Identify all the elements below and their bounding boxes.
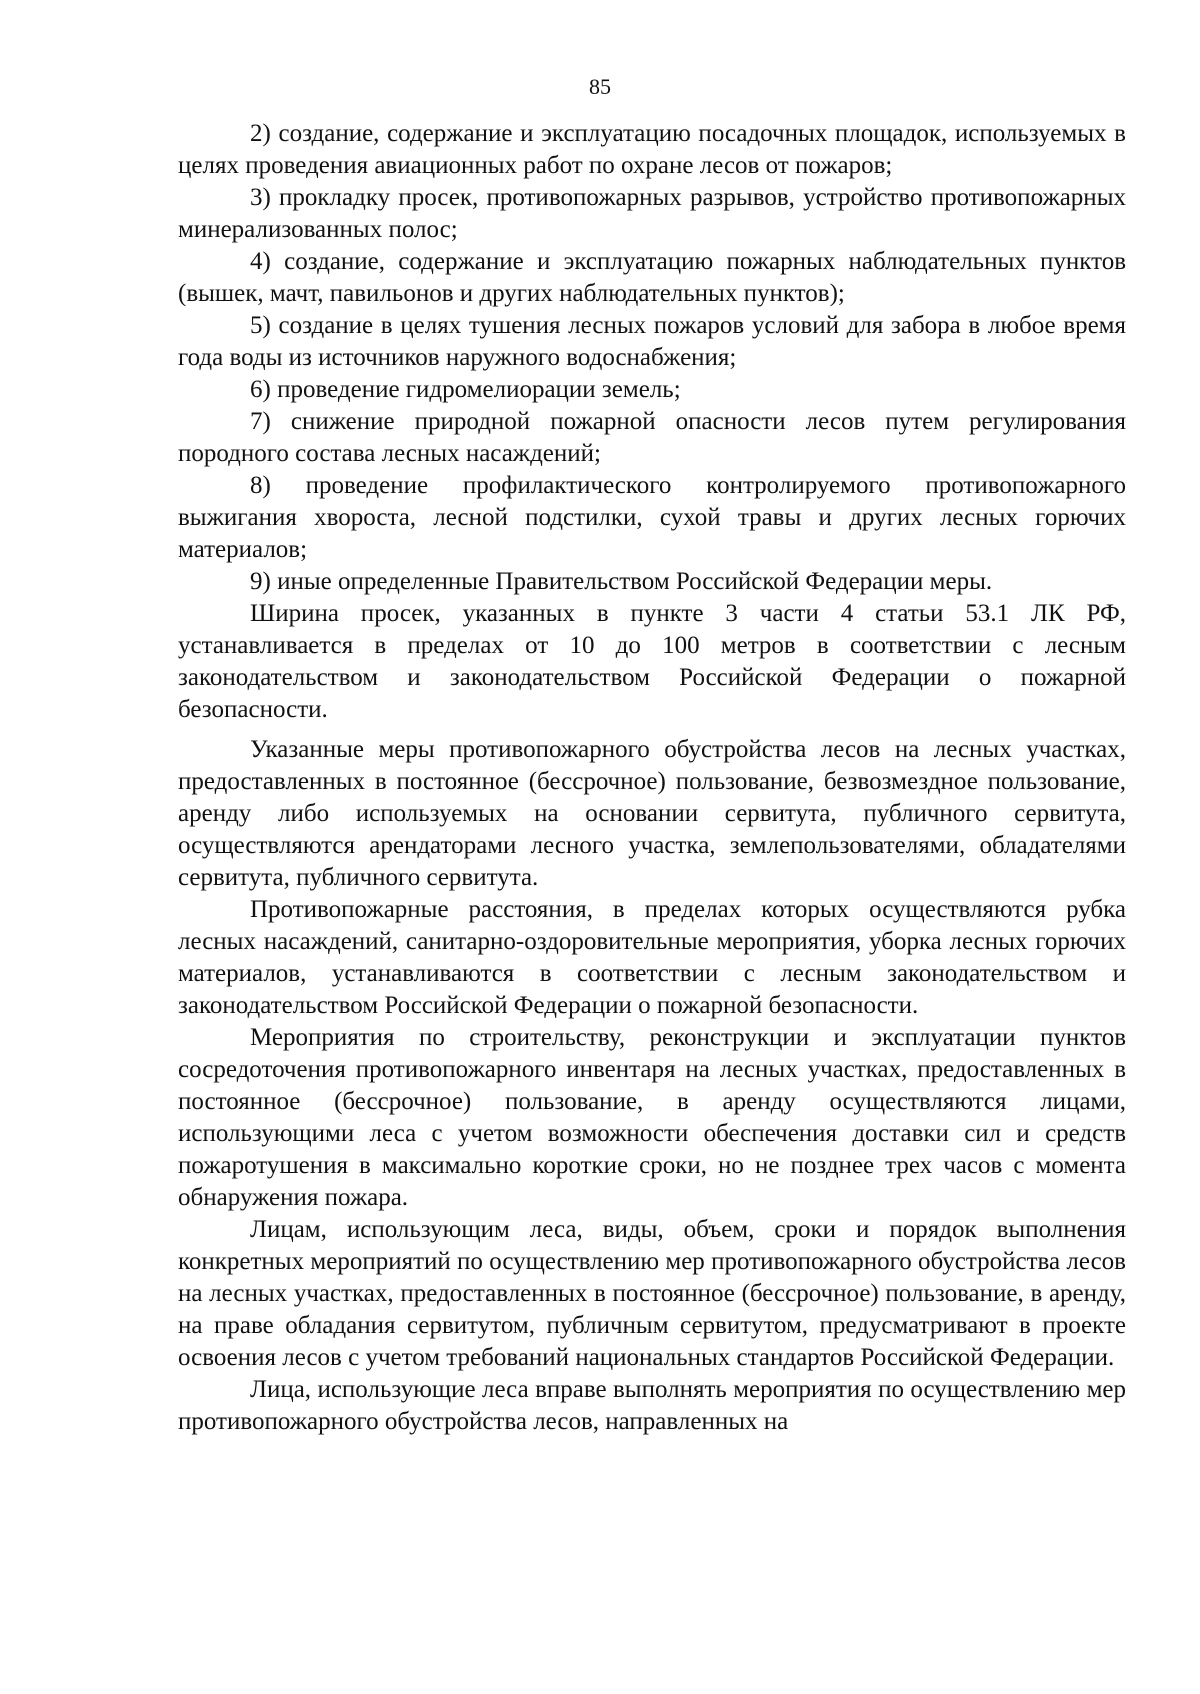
paragraph-item-7: 7) снижение природной пожарной опасности лесов путем регулирования породного состава лесных насаждений; — [178, 408, 1126, 467]
paragraph-clearing-width: Ширина просек, указанных в пункте 3 части 4 статьи 53.1 ЛК РФ, устанавливается в пределах от 10 до 100 метров в соответствии с лесным законодательством и законодательством Российской Федерации о пожарной безопасности. — [178, 600, 1126, 723]
page-number: 85 — [589, 74, 611, 99]
paragraph-inventory-points: Мероприятия по строительству, реконструкции и эксплуатации пунктов сосредоточения противопожарного инвентаря на лесных участках, предоставленных в постоянное (бессрочное) пользование, в аренду осуществляются лицами, использующими леса с учетом возможности обеспечения доставки сил и средств пожаротушения в максимально короткие сроки, но не позднее трех часов с момента обнаружения пожара. — [178, 1024, 1126, 1211]
paragraph-forest-development-project: Лицам, использующим леса, виды, объем, сроки и порядок выполнения конкретных мероприятий по осуществлению мер противопожарного обустройства лесов на лесных участках, предоставленных в постоянное (бессрочное) пользование, в аренду, на праве обладания сервитутом, публичным сервитутом, предусматривают в проекте освоения лесов с учетом требований национальных стандартов Российской Федерации. — [178, 1216, 1126, 1371]
paragraph-item-9: 9) иные определенные Правительством Российской Федерации меры. — [250, 568, 993, 595]
paragraph-item-5: 5) создание в целях тушения лесных пожаров условий для забора в любое время года воды из источников наружного водоснабжения; — [178, 312, 1126, 371]
paragraph-fire-distances: Противопожарные расстояния, в пределах которых осуществляются рубка лесных насаждений, санитарно-оздоровительные мероприятия, уборка лесных горючих материалов, устанавливаются в соответствии с лесным законодательством и законодательством Российской Федерации о пожарной безопасности. — [178, 896, 1126, 1019]
paragraph-measures-responsibility: Указанные меры противопожарного обустройства лесов на лесных участках, предоставленных в постоянное (бессрочное) пользование, безвозмездное пользование, аренду либо используемых на основании сервитута, публичного сервитута, осуществляются арендаторами лесного участка, землепользователями, обладателями сервитута, публичного сервитута. — [178, 736, 1126, 891]
paragraph-item-3: 3) прокладку просек, противопожарных разрывов, устройство противопожарных минерализованных полос; — [178, 184, 1126, 243]
paragraph-item-4: 4) создание, содержание и эксплуатацию пожарных наблюдательных пунктов (вышек, мачт, павильонов и других наблюдательных пунктов); — [178, 248, 1126, 307]
paragraph-forest-users-rights: Лица, использующие леса вправе выполнять мероприятия по осуществлению мер противопожарного обустройства лесов, направленных на — [178, 1376, 1126, 1435]
paragraph-item-6: 6) проведение гидромелиорации земель; — [250, 376, 681, 403]
document-body — [178, 118, 1126, 1438]
paragraph-item-2: 2) создание, содержание и эксплуатацию посадочных площадок, используемых в целях проведения авиационных работ по охране лесов от пожаров; — [178, 120, 1126, 179]
paragraph-item-8: 8) проведение профилактического контролируемого противопожарного выжигания хвороста, лесной подстилки, сухой травы и других лесных горючих материалов; — [178, 472, 1126, 563]
